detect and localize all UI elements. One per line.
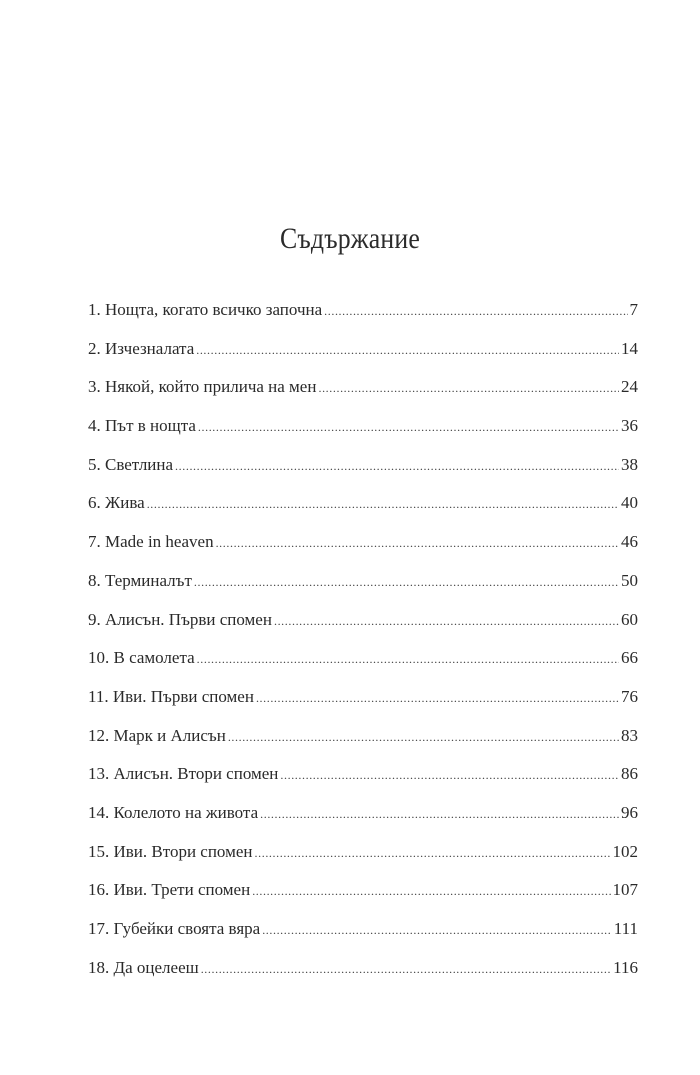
dot-leader [324,304,627,319]
toc-entry-label: 7. Made in heaven [88,532,214,552]
dot-leader [256,691,619,706]
toc-entry [88,648,638,687]
toc-entry [88,571,638,610]
toc-entry-label: 8. Терминалът [88,570,192,590]
dot-leader [196,343,619,358]
toc-entry-page: 107 [612,880,638,900]
toc-entry [88,493,638,532]
toc-entry-page: 111 [613,919,638,938]
toc-entry-page: 96 [621,802,638,822]
toc-entry-label: 17. Губейки своята вяра [88,919,261,938]
dot-leader [147,497,619,512]
dot-leader [274,614,619,629]
toc-entry-label: 4. Път в нощта [88,416,196,436]
toc-entry [88,803,638,842]
dot-leader [255,846,611,861]
toc-entry-page: 86 [621,764,638,784]
dot-leader [175,459,619,474]
toc-entry-label: 1. Нощта, когато всичко започна [88,300,323,319]
table-of-contents [88,300,638,996]
toc-entry [88,416,638,455]
toc-entry-label: 2. Изчезналата [88,338,195,358]
dot-leader [262,923,612,938]
toc-entry-page: 83 [621,725,638,745]
toc-entry-page: 60 [621,609,638,629]
toc-entry-page: 66 [621,648,638,668]
toc-entry-label: 6. Жива [88,493,145,513]
toc-entry-label: 3. Някой, който прилича на мен [88,377,317,397]
toc-entry [88,919,638,958]
toc-entry [88,764,638,803]
dot-leader [260,807,619,822]
toc-entry-page: 7 [629,300,638,319]
dot-leader [194,575,619,590]
toc-entry-page: 116 [613,957,638,977]
toc-entry-label: 13. Алисън. Втори спомен [88,764,279,784]
toc-entry-label: 10. В самолета [88,648,195,668]
toc-entry-label: 9. Алисън. Първи спомен [88,609,272,629]
toc-entry [88,880,638,919]
toc-entry-page: 46 [621,532,638,552]
toc-entry-label: 11. Иви. Първи спомен [88,686,254,706]
toc-entry [88,339,638,378]
toc-entry-page: 50 [621,570,638,590]
toc-entry-label: 5. Светлина [88,454,174,474]
toc-entry [88,687,638,726]
toc-entry-page: 102 [612,841,638,861]
toc-entry-page: 14 [621,338,638,358]
dot-leader [228,730,619,745]
toc-entry-label: 14. Колелото на живота [88,802,259,822]
toc-entry [88,532,638,571]
toc-entry-label: 12. Марк и Алисън [88,725,226,745]
toc-entry-label: 18. Да оцелееш [88,957,199,977]
toc-entry [88,958,638,997]
dot-leader [197,652,619,667]
dot-leader [216,536,619,551]
toc-entry-label: 15. Иви. Втори спомен [88,841,253,861]
page-title: Съдържание [280,222,420,255]
dot-leader [280,768,619,783]
toc-entry-page: 24 [621,377,638,397]
toc-entry-label: 16. Иви. Трети спомен [88,880,251,900]
toc-entry [88,455,638,494]
toc-entry-page: 36 [621,416,638,436]
dot-leader [318,381,619,396]
dot-leader [252,884,610,899]
toc-entry [88,842,638,881]
toc-entry-page: 40 [621,493,638,513]
dot-leader [198,420,619,435]
toc-entry [88,726,638,765]
toc-entry [88,610,638,649]
toc-entry [88,300,638,339]
toc-entry [88,377,638,416]
toc-entry-page: 38 [621,454,638,474]
dot-leader [201,962,611,977]
toc-entry-page: 76 [621,686,638,706]
